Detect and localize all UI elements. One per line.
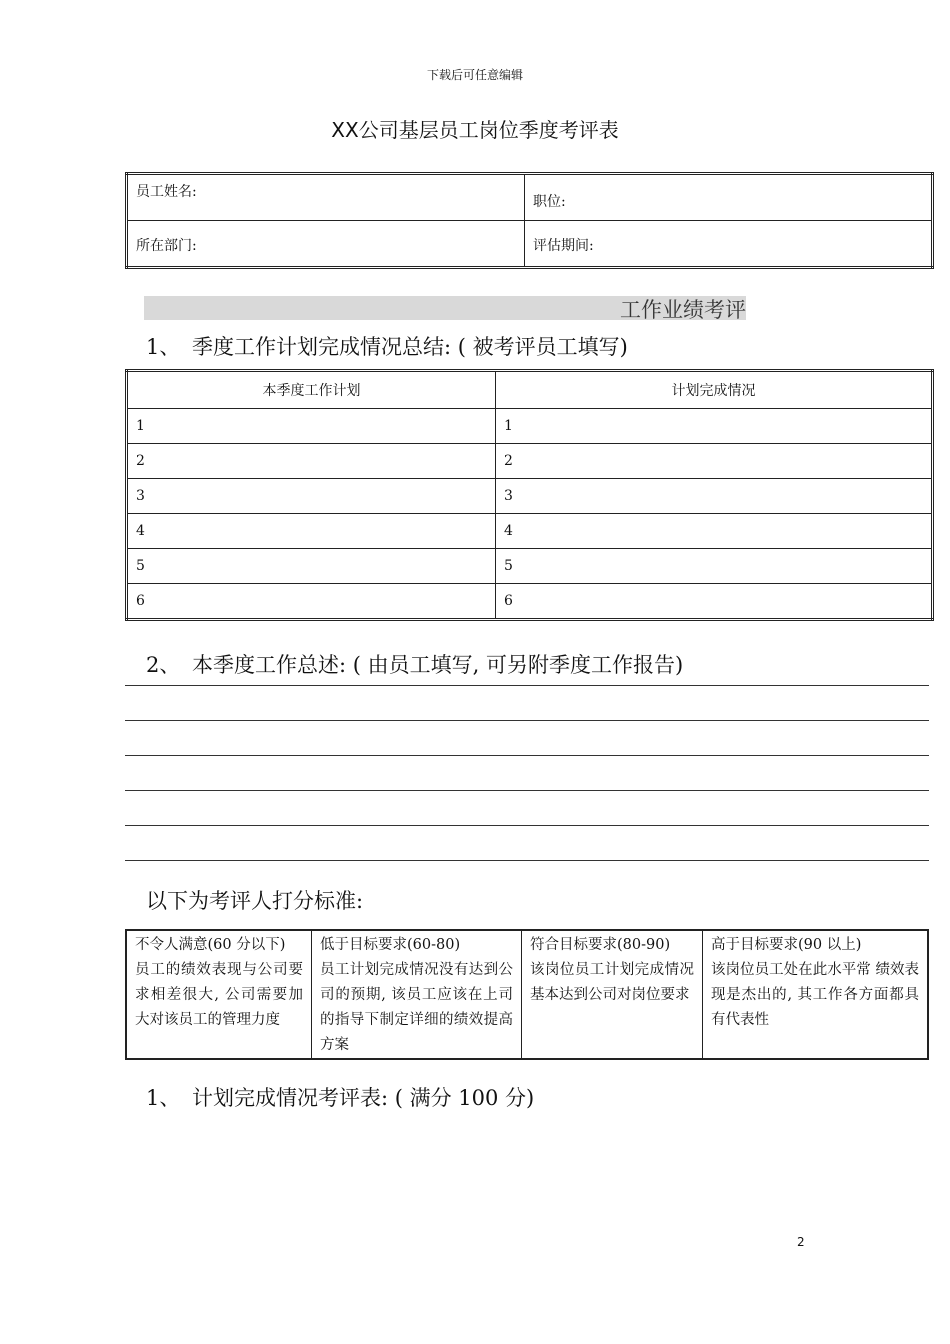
page-title: XX公司基层员工岗位季度考评表 <box>331 118 619 142</box>
position-cell[interactable] <box>525 174 933 221</box>
completion-column-header: 计划完成情况 <box>496 371 933 409</box>
employee-name-cell[interactable] <box>127 174 525 221</box>
criteria-title: 符合目标要求(80-90) <box>530 937 671 953</box>
header-note: 下载后可任意编辑 <box>426 68 523 82</box>
criteria-description: 该岗位员工处在此水平常 绩效表现是杰出的, 其工作各方面都具有代表性 <box>711 962 919 1028</box>
plan-cell[interactable]: 5 <box>127 549 496 584</box>
scoring-criteria-table <box>125 929 929 1060</box>
section-heading-1 <box>146 331 628 361</box>
period-label: 评估期间: <box>533 238 594 254</box>
summary-line[interactable] <box>125 755 929 756</box>
section-band-label: 工作业绩考评 <box>620 298 746 322</box>
plan-cell[interactable]: 6 <box>127 584 496 620</box>
department-cell[interactable] <box>127 221 525 268</box>
criteria-title: 不令人满意(60 分以下) <box>135 937 286 953</box>
section-number: 2、 <box>146 653 181 677</box>
plan-cell[interactable]: 3 <box>127 479 496 514</box>
criteria-cell <box>126 930 312 1059</box>
criteria-title: 低于目标要求(60-80) <box>320 937 461 953</box>
completion-cell[interactable]: 1 <box>496 409 933 444</box>
criteria-cell <box>312 930 522 1059</box>
employee-info-table <box>125 172 934 269</box>
section-heading-3 <box>146 1082 534 1112</box>
position-label: 职位: <box>533 194 566 210</box>
section-text: 本季度工作总述: ( 由员工填写, 可另附季度工作报告) <box>192 653 684 677</box>
plan-cell[interactable]: 4 <box>127 514 496 549</box>
section-number: 1、 <box>146 1086 181 1110</box>
work-plan-table <box>125 369 934 621</box>
section-text: 计划完成情况考评表: ( 满分 100 分) <box>192 1086 535 1110</box>
section-text: 季度工作计划完成情况总结: ( 被考评员工填写) <box>192 335 628 359</box>
summary-line[interactable] <box>125 790 929 791</box>
employee-name-label: 员工姓名: <box>136 184 197 200</box>
criteria-cell <box>522 930 703 1059</box>
plan-cell[interactable]: 2 <box>127 444 496 479</box>
period-cell[interactable] <box>525 221 933 268</box>
completion-cell[interactable]: 2 <box>496 444 933 479</box>
plan-column-header: 本季度工作计划 <box>127 371 496 409</box>
section-heading-2 <box>146 649 683 679</box>
criteria-title: 高于目标要求(90 以上) <box>711 937 862 953</box>
criteria-description: 员工的绩效表现与公司要求相差很大, 公司需要加大对该员工的管理力度 <box>135 962 303 1028</box>
criteria-description: 员工计划完成情况没有达到公司的预期, 该员工应该在上司的指导下制定详细的绩效提高方案 <box>320 962 513 1053</box>
department-label: 所在部门: <box>136 238 197 254</box>
summary-line[interactable] <box>125 825 929 826</box>
completion-cell[interactable]: 3 <box>496 479 933 514</box>
section-band <box>144 296 746 320</box>
summary-line[interactable] <box>125 860 929 861</box>
completion-cell[interactable]: 4 <box>496 514 933 549</box>
criteria-cell <box>703 930 929 1059</box>
page-number: 2 <box>797 1235 805 1249</box>
plan-cell[interactable]: 1 <box>127 409 496 444</box>
summary-line[interactable] <box>125 720 929 721</box>
section-number: 1、 <box>146 335 181 359</box>
completion-cell[interactable]: 6 <box>496 584 933 620</box>
criteria-heading: 以下为考评人打分标准: <box>146 889 364 913</box>
completion-cell[interactable]: 5 <box>496 549 933 584</box>
criteria-description: 该岗位员工计划完成情况基本达到公司对岗位要求 <box>530 962 694 1003</box>
summary-line[interactable] <box>125 685 929 686</box>
